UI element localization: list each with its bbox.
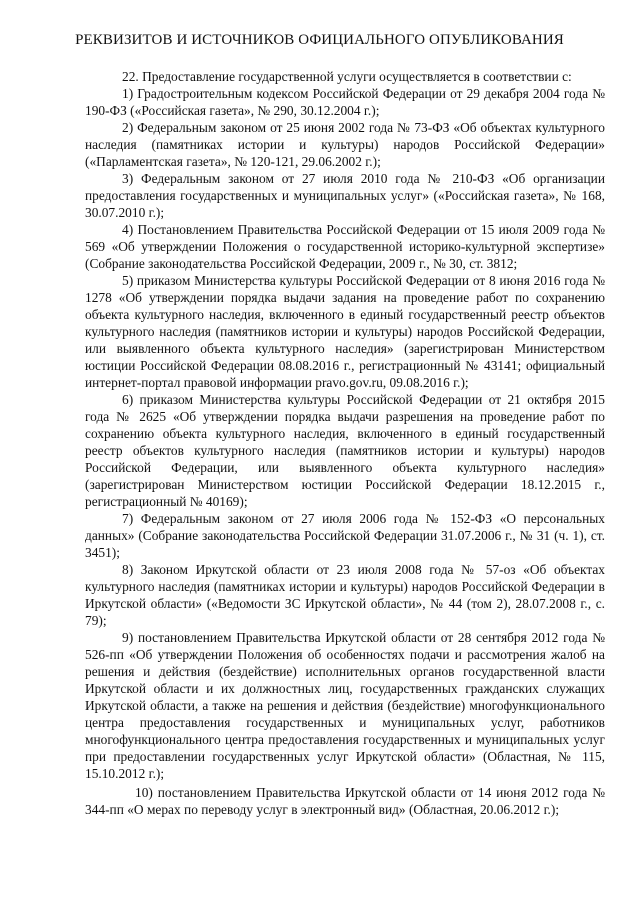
section-heading: РЕКВИЗИТОВ И ИСТОЧНИКОВ ОФИЦИАЛЬНОГО ОПУБЛИКОВАНИЯ	[75, 32, 564, 48]
list-item-3: 3) Федеральным законом от 27 июля 2010 года № 210-ФЗ «Об организации предоставления государственных и муниципальных услуг» («Российская газета», № 168, 30.07.2010 г.);	[85, 171, 605, 220]
list-item-2: 2) Федеральным законом от 25 июня 2002 года № 73-ФЗ «Об объектах культурного наследия (памятниках истории и культуры) народов Российской Федерации» («Парламентская газета», № 120-121, 29.06.2002 г.);	[85, 120, 605, 169]
list-item-1: 1) Градостроительным кодексом Российской Федерации от 29 декабря 2004 года № 190-ФЗ («Российская газета», № 290, 30.12.2004 г.);	[85, 86, 605, 118]
list-item-6: 6) приказом Министерства культуры Российской Федерации от 21 октября 2015 года № 2625 «Об утверждении порядка выдачи разрешения на проведение работ по сохранению объекта культурного наследия, включенного в единый государственный реестр объектов культурного наследия (памятников истории и культуры) народов Российской Федерации, или выявленного объекта культурного наследия» (зарегистрирован Министерством юстиции Российской Федерации 18.12.2015 г., регистрационный № 40169);	[85, 392, 605, 509]
list-item-7: 7) Федеральным законом от 27 июля 2006 года № 152-ФЗ «О персональных данных» (Собрание законодательства Российской Федерации 31.07.2006 г., № 31 (ч. 1), ст. 3451);	[85, 511, 605, 560]
list-item-4: 4) Постановлением Правительства Российской Федерации от 15 июля 2009 года № 569 «Об утверждении Положения о государственной историко-культурной экспертизе» (Собрание законодательства Российской Федерации, 2009 г., № 30, ст. 3812;	[85, 222, 605, 271]
document-body	[85, 68, 605, 818]
list-item-10: 10) постановлением Правительства Иркутской области от 14 июня 2012 года № 344-пп «О мерах по переводу услуг в электронный вид» (Областная, 20.06.2012 г.);	[85, 785, 605, 817]
list-item-9: 9) постановлением Правительства Иркутской области от 28 сентября 2012 года № 526-пп «Об утверждении Положения об особенностях подачи и рассмотрения жалоб на решения и действия (бездействие) исполнительных органов государственной власти Иркутской области и их должностных лиц, государственных гражданских служащих Иркутской области, а также на решения и действия (бездействие) многофункционального центра предоставления государственных и муниципальных услуг, работников многофункционального центра предоставления государственных и муниципальных услуг при предоставлении государственных услуг Иркутской области» (Областная, № 115, 15.10.2012 г.);	[85, 630, 605, 781]
paragraph-22-intro: 22. Предоставление государственной услуги осуществляется в соответствии с:	[122, 69, 572, 84]
list-item-5: 5) приказом Министерства культуры Российской Федерации от 8 июня 2016 года № 1278 «Об утверждении порядка выдачи задания на проведение работ по сохранению объекта культурного наследия, включенного в единый государственный реестр объектов культурного наследия (памятников истории и культуры) народов Российской Федерации, или выявленного объекта культурного наследия» (зарегистрирован Министерством юстиции Российской Федерации 08.08.2016 г., регистрационный № 43141; официальный интернет-портал правовой информации pravo.gov.ru, 09.08.2016 г.);	[85, 273, 605, 390]
list-item-8: 8) Законом Иркутской области от 23 июля 2008 года № 57-оз «Об объектах культурного наследия (памятниках истории и культуры) народов Российской Федерации в Иркутской области» («Ведомости ЗС Иркутской области», № 44 (том 2), 28.07.2008 г., с. 79);	[85, 562, 605, 628]
